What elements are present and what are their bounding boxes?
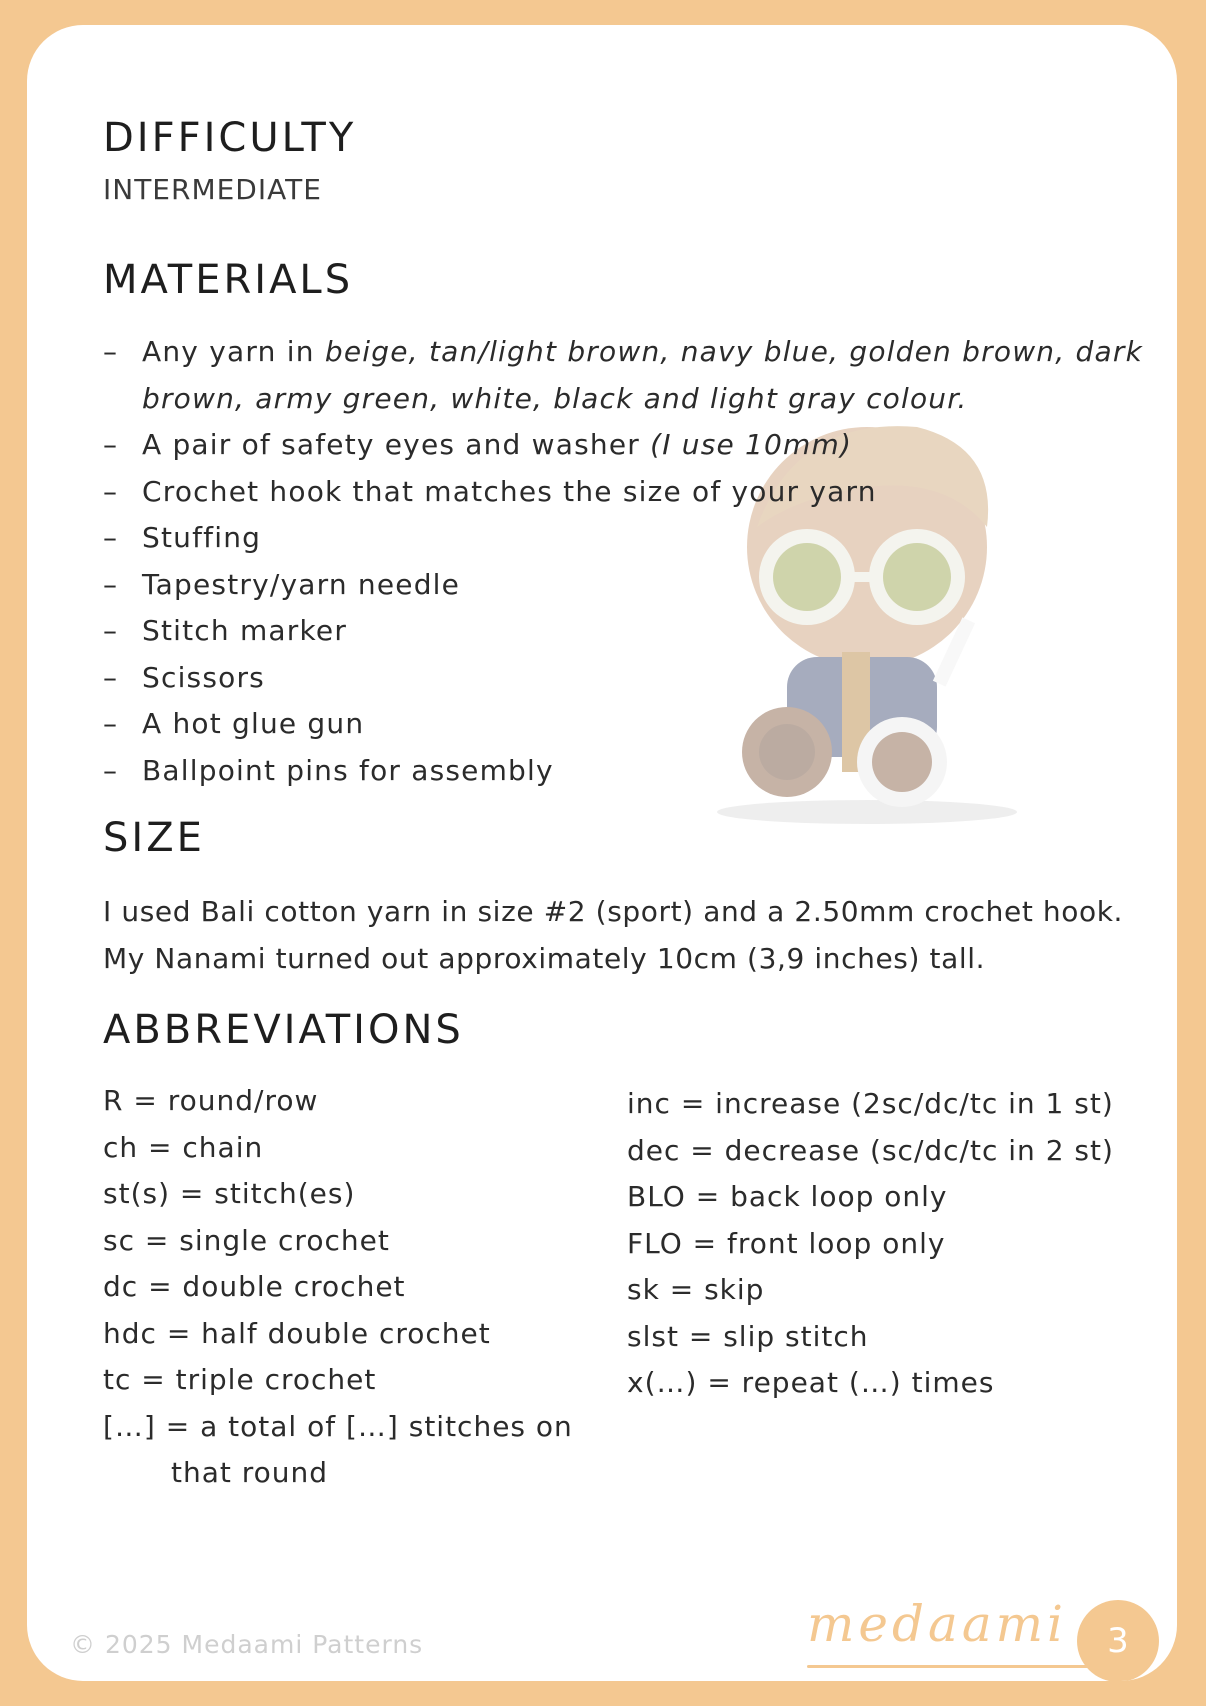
page-card [27,25,1177,1681]
list-item: FLO = front loop only [627,1226,946,1260]
medaami-logo: medaami [807,1595,1068,1653]
size-description [103,889,1143,982]
list-item: x(…) = repeat (…) times [627,1366,995,1399]
list-item: – Scissors [103,660,265,694]
list-item: sk = skip [627,1273,765,1306]
difficulty-value: INTERMEDIATE [103,173,322,206]
size-line-2: My Nanami turned out approximately 10cm (3,9 inches) tall. [103,941,986,975]
list-item: dc = double crochet [103,1270,406,1303]
size-line-1: I used Bali cotton yarn in size #2 (sport) and a 2.50mm crochet hook. [103,895,1124,928]
abbreviations-right-column [627,1081,1147,1407]
materials-heading: MATERIALS [103,257,354,303]
list-item: – Ballpoint pins for assembly [103,753,554,787]
list-item: inc = increase (2sc/dc/tc in 1 st) [627,1087,1114,1120]
list-item: – Any yarn in beige, tan/light brown, navy blue, golden brown, dark brown, army green, white, black and light gray colour. [103,335,1143,415]
list-item: – Stitch marker [103,614,348,647]
abbreviations-heading: ABBREVIATIONS [103,1007,464,1053]
list-item: tc = triple crochet [103,1363,377,1396]
list-item: – A hot glue gun [103,707,365,740]
list-item: BLO = back loop only [627,1180,948,1213]
abbreviations-left-column [103,1078,603,1497]
size-heading: SIZE [103,815,205,861]
list-item: st(s) = stitch(es) [103,1177,356,1210]
list-item: sc = single crochet [103,1223,390,1257]
copyright-text: © 2025 Medaami Patterns [70,1630,424,1659]
materials-list [103,329,1143,794]
list-item: slst = slip stitch [627,1319,869,1353]
list-item: – Crochet hook that matches the size of your yarn [103,474,877,508]
list-item: ch = chain [103,1130,264,1164]
list-item: – Tapestry/yarn needle [103,567,461,601]
eyes-note: (I use 10mm) [650,428,853,461]
list-item: – Stuffing [103,521,262,554]
page-number-badge: 3 [1077,1600,1159,1681]
list-item: – A pair of safety eyes and washer (I use 10mm) [103,428,853,461]
list-item: dec = decrease (sc/dc/tc in 2 st) [627,1133,1114,1167]
list-item: […] = a total of […] stitches on that round [103,1409,573,1489]
difficulty-heading: DIFFICULTY [103,115,357,161]
list-item: hdc = half double crochet [103,1316,491,1350]
list-item: R = round/row [103,1084,319,1117]
yarn-colours: beige, tan/light brown, navy blue, golden brown, dark brown, army green, white, black and light gray colour. [142,335,1143,415]
logo-underline [807,1665,1127,1668]
